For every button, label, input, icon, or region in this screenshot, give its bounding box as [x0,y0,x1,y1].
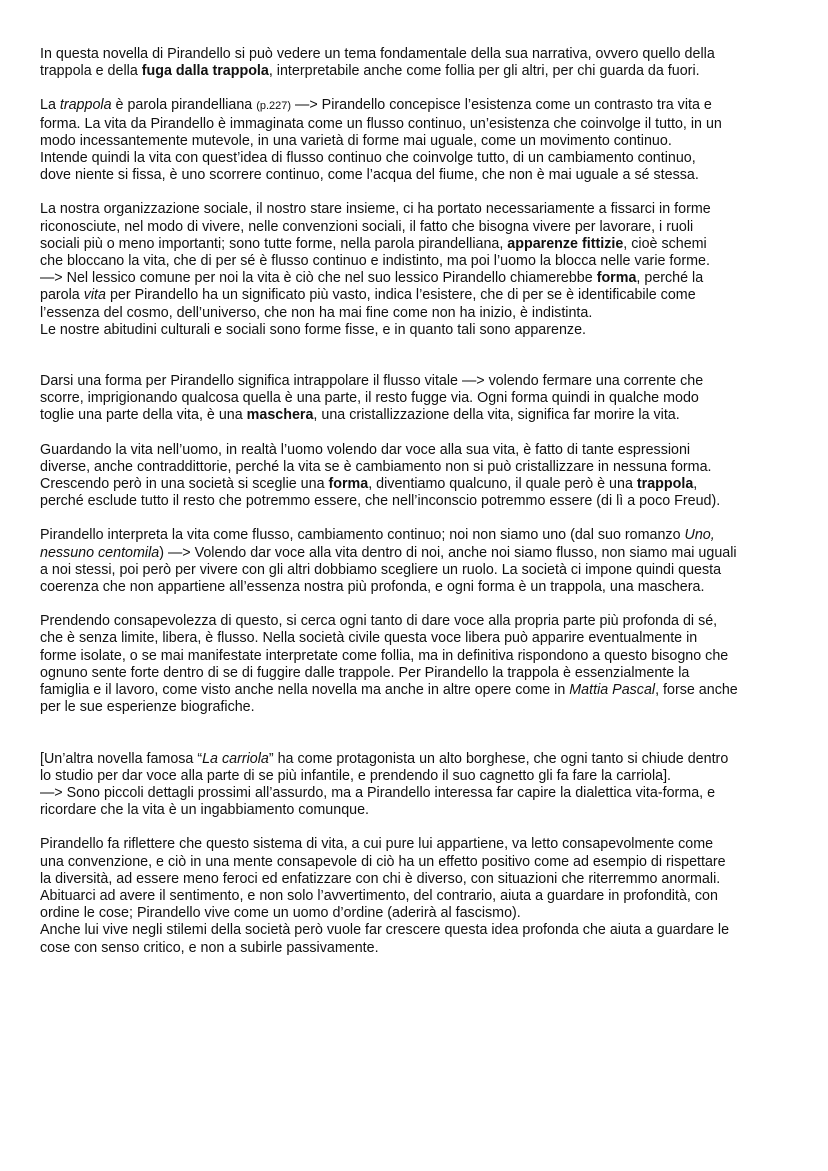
text-line [40,201,792,218]
text-line [40,133,792,150]
text-line [40,905,792,922]
page-reference: (p.227) [256,100,292,113]
text-run: [Un’altra novella famosa “ [40,750,203,767]
text-run: ” ha come protagonista un alto borghese, che ogni tanto si chiude dentro [268,750,729,767]
paragraph [40,613,792,716]
text-run: —> Pirandello concepisce l’esistenza come un contrasto tra vita e [291,97,712,114]
text-line [40,407,792,424]
text-run: , una cristallizzazione della vita, significa far morire la vita. [313,407,680,424]
text-line [40,699,792,716]
text-run: , diventiamo qualcuno, il quale però è una [368,476,637,493]
text-run: che bloccano la vita, che di per sé è flusso continuo e indistinto, ma poi l’uomo la blocca nelle varie forme. [40,253,710,270]
text-line [40,751,792,768]
text-run: per Pirandello ha un significato più vasto, indica l’esistere, che di per se è identificabile come [105,287,696,304]
bold-term: trappola [636,476,694,493]
text-run: sociali più o meno importanti; sono tutte forme, nella parola pirandelliana, [40,235,508,252]
text-line [40,527,792,544]
text-run: per le sue esperienze biografiche. [40,699,255,716]
text-line [40,219,792,236]
text-run: trappola e della [40,63,142,80]
text-run: la diversità, ad essere meno feroci ed enfatizzare con chi è diverso, con situazioni che riterremmo anormali. [40,870,721,887]
text-run: lo studio per dar voce alla parte di se più infantile, e prendendo il suo cagnetto gli fa fare la carriola]. [40,767,672,784]
paragraph [40,201,792,339]
text-line [40,476,792,493]
text-line [40,854,792,871]
text-line [40,253,792,270]
text-line [40,665,792,682]
text-line [40,648,792,665]
text-line [40,940,792,957]
text-run: l’essenza del cosmo, dell’universo, che non ha mai fine come non ha inizio, è indistinta. [40,304,593,321]
text-line [40,63,792,80]
italic-term: Mattia Pascal [569,682,656,699]
text-line [40,802,792,819]
italic-term: Uno, [684,527,715,544]
paragraph [40,442,792,511]
text-line [40,922,792,939]
text-line [40,562,792,579]
text-run: toglie una parte della vita, è una [40,407,247,424]
text-run: dove niente si fissa, è uno scorrere continuo, come l’acqua del fiume, che non è mai uguale a sé stessa. [40,167,699,184]
paragraph [40,836,792,956]
text-run: una convenzione, e ciò in una mente consapevole di ciò ha un effetto positivo come ad esempio di rispettare [40,853,726,870]
text-line [40,579,792,596]
text-run: perché esclude tutto il resto che potremmo essere, che nell’inconscio potremmo essere (di lì a poco Freud). [40,493,721,510]
text-line [40,836,792,853]
text-run: diverse, anche contraddittorie, perché la vita se è cambiamento non si può cristallizzare in nessuna forma. [40,458,712,475]
bold-term: fuga dalla trappola [141,63,269,80]
text-line [40,46,792,63]
text-line [40,287,792,304]
text-run: parola [40,287,84,304]
text-line [40,236,792,253]
italic-term: vita [83,287,106,304]
text-line [40,785,792,802]
text-run: , perché la [636,270,704,287]
text-line [40,768,792,785]
text-line [40,493,792,510]
paragraph [40,373,792,425]
text-run: , forse anche [655,682,738,699]
text-run: ) —> Volendo dar voce alla vita dentro di noi, anche noi siamo flusso, non siamo mai uguali [159,544,737,561]
text-line [40,888,792,905]
text-line [40,613,792,630]
text-run: , interpretabile anche come follia per gli altri, per chi guarda da fuori. [268,63,700,80]
paragraph [40,751,792,820]
text-run: Darsi una forma per Pirandello significa intrappolare il flusso vitale —> volendo fermare una corrente che [40,373,704,390]
text-run: In questa novella di Pirandello si può vedere un tema fondamentale della sua narrativa, ovvero quello della [40,46,715,62]
bold-term: forma [596,270,637,287]
text-line [40,305,792,322]
text-line [40,390,792,407]
text-run: , [693,476,698,493]
document-page [40,46,792,974]
text-run: forma. La vita da Pirandello è immaginata come un flusso continuo, un’esistenza che coinvolge il tutto, in un [40,115,722,132]
bold-term: apparenze fittizie [507,235,624,252]
text-run: La [40,97,60,114]
bold-term: maschera [246,407,314,424]
text-run: ordine le cose; Pirandello vive come un uomo d’ordine (aderirà al fascismo). [40,905,521,922]
text-run: La nostra organizzazione sociale, il nostro stare insieme, ci ha portato necessariamente a fissarci in forme [40,201,711,218]
text-line [40,116,792,133]
italic-term: trappola [59,97,112,114]
text-line [40,150,792,167]
text-run: che è senza limite, libera, è flusso. Nella società civile questa voce libera può apparire eventualmente in [40,630,698,647]
text-run: Anche lui vive negli stilemi della società però vuole far crescere questa idea profonda che aiuta a guardare le [40,922,730,939]
text-run: Pirandello fa riflettere che questo sistema di vita, a cui pure lui appartiene, va letto consapevolmente come [40,836,714,853]
text-run: Guardando la vita nell’uomo, in realtà l’uomo volendo dar voce alla sua vita, è fatto di tante espressioni [40,441,691,458]
text-run: coerenza che non appartiene all’essenza nostra più profonda, e ogni forma è un trappola, una maschera. [40,579,705,596]
text-line [40,682,792,699]
text-run: Intende quindi la vita con quest’idea di flusso continuo che coinvolge tutto, di un cambiamento continuo, [40,150,696,167]
text-run: ricordare che la vita è un ingabbiamento comunque. [40,802,370,819]
text-line [40,459,792,476]
text-run: è parola pirandelliana [111,97,257,114]
italic-term: La carriola [202,750,269,767]
text-run: Prendendo consapevolezza di questo, si cerca ogni tanto di dare voce alla propria parte più profonda di sé, [40,613,718,630]
paragraph [40,97,792,184]
text-run: Abituarci ad avere il sentimento, e non solo l’avvertimento, del contrario, aiuta a guardare in profondità, con [40,887,718,904]
text-run: Pirandello interpreta la vita come flusso, cambiamento continuo; noi non siamo uno (dal suo romanzo [40,527,685,544]
text-run: Crescendo però in una società si sceglie una [40,476,329,493]
text-run: cose con senso critico, e non a subirle passivamente. [40,939,379,956]
text-run: forme isolate, o se mai manifestate interpretate come follia, ma in definitiva rispondono a questo bisogno che [40,647,729,664]
text-line [40,545,792,562]
text-line [40,97,792,115]
text-line [40,871,792,888]
text-run: famiglia e il lavoro, come visto anche nella novella ma anche in altre opere come in [40,682,570,699]
text-run: modo incessantemente mutevole, in una varietà di forme mai uguale, come un movimento continuo. [40,132,672,149]
text-line [40,167,792,184]
text-run: —> Sono piccoli dettagli prossimi all’assurdo, ma a Pirandello interessa far capire la dialettica vita-forma, e [40,784,716,801]
paragraph [40,46,792,80]
text-run: ognuno sente forte dentro di se di fuggire dalle trappole. Per Pirandello la trappola è essenzialmente la [40,664,690,681]
text-line [40,630,792,647]
text-line [40,322,792,339]
text-line [40,270,792,287]
paragraph [40,527,792,596]
italic-term: nessuno centomila [40,544,160,561]
text-run: scorre, imprigionando qualcosa quella è una parte, il resto fugge via. Ogni forma quindi in qualche modo [40,390,699,407]
text-line [40,373,792,390]
text-run: —> Nel lessico comune per noi la vita è ciò che nel suo lessico Pirandello chiamerebbe [40,270,597,287]
text-run: , cioè schemi [623,235,707,252]
bold-term: forma [328,476,369,493]
text-line [40,442,792,459]
text-run: Le nostre abitudini culturali e sociali sono forme fisse, e in quanto tali sono apparenze. [40,321,586,338]
text-run: riconosciute, nel modo di vivere, nelle convenzioni sociali, il fatto che bisogna vivere per lavorare, i ruoli [40,218,694,235]
text-run: a noi stessi, poi però per vivere con gli altri dobbiamo scegliere un ruolo. La società ci impone quindi questa [40,561,722,578]
